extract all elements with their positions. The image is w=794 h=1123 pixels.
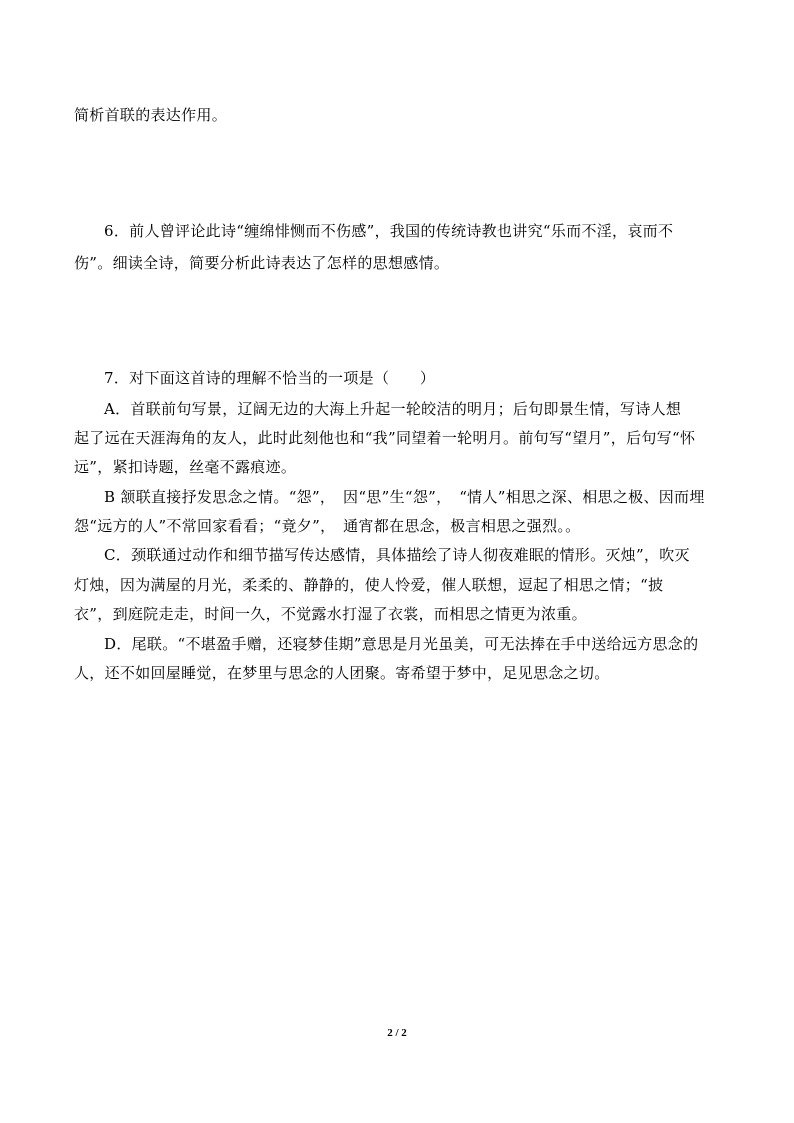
question-6-line-1: 6．前人曾评论此诗“缠绵悱恻而不伤感”，我国的传统诗教也讲究“乐而不淫，哀而不 xyxy=(104,222,674,240)
option-a-line-1: A．首联前句写景，辽阔无边的大海上升起一轮皎洁的明月；后句即景生情，写诗人想 xyxy=(104,400,682,418)
option-c-line-1: C．颈联通过动作和细节描写传达感情，具体描绘了诗人彻夜难眠的情形。灭烛”，吹灭 xyxy=(104,546,690,564)
question-6-line-2: 伤”。细读全诗，简要分析此诗表达了怎样的思想感情。 xyxy=(74,254,450,272)
question-7-stem: 7．对下面这首诗的理解不恰当的一项是（ ） xyxy=(104,369,436,387)
option-a-line-3: 远”，紧扣诗题，丝毫不露痕迹。 xyxy=(74,458,297,476)
option-d-line-1: D．尾联。“不堪盈手赠，还寝梦佳期”意思是月光虽美，可无法捧在手中送给远方思念的 xyxy=(104,635,699,653)
option-b-line-1: B 颔联直接抒发思念之情。“怨”， 因“思”生“怨”， “情人”相思之深、相思之极、因而埋 xyxy=(104,488,705,506)
option-c-line-2: 灯烛，因为满屋的月光，柔柔的、静静的，使人怜爱，催人联想，逗起了相思之情；“披 xyxy=(74,576,664,594)
page-number: 2 / 2 xyxy=(387,1027,407,1039)
question-5-tail: 简析首联的表达作用。 xyxy=(74,106,228,124)
option-c-line-3: 衣”，到庭院走走，时间一久，不觉露水打湿了衣裳，而相思之情更为浓重。 xyxy=(74,605,587,623)
option-d-line-2: 人，还不如回屋睡觉，在梦里与思念的人团聚。寄希望于梦中，足见思念之切。 xyxy=(74,664,610,682)
option-a-line-2: 起了远在天涯海角的友人，此时此刻他也和“我”同望着一轮明月。前句写“望月”，后句写“怀 xyxy=(74,429,696,447)
option-b-line-2: 怨“远方的人”不常回家看看；“竟夕”， 通宵都在思念，极言相思之强烈。。 xyxy=(74,517,581,535)
